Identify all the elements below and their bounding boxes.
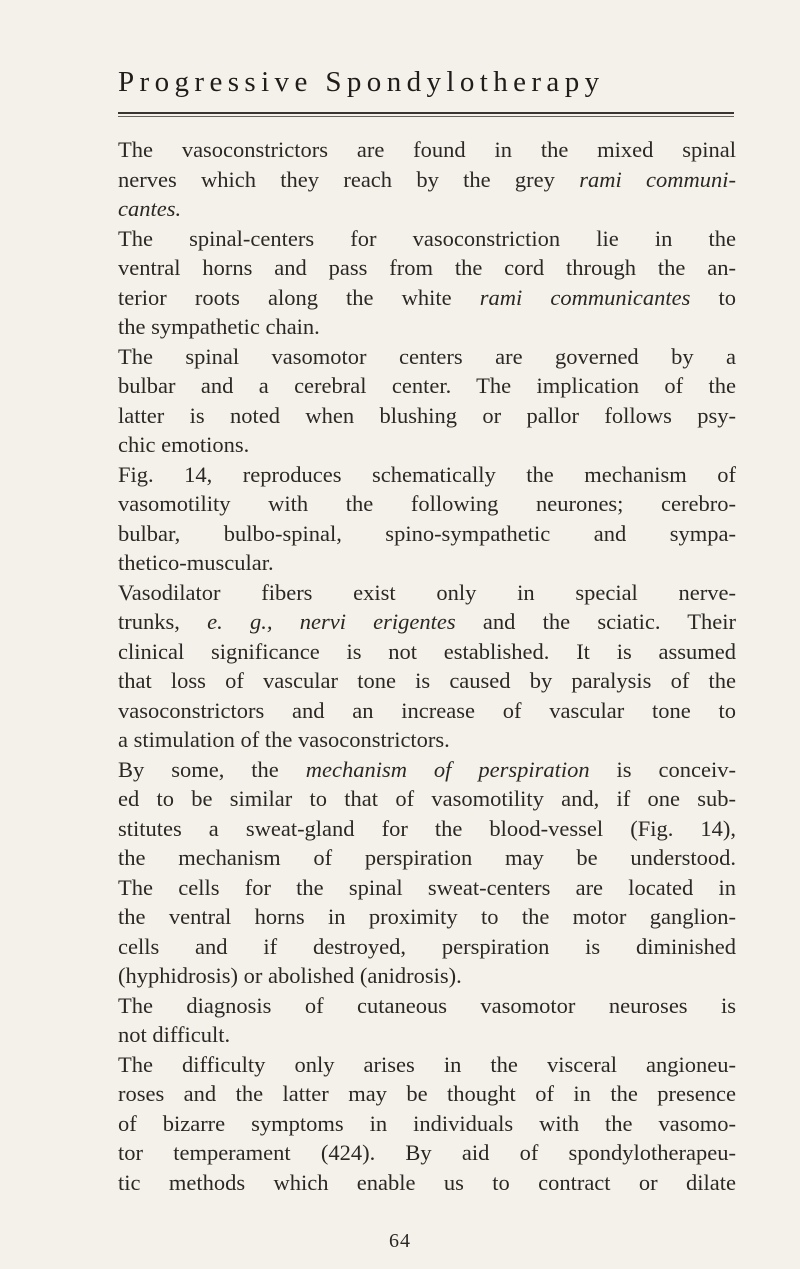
text-line: the sympathetic chain. bbox=[118, 314, 320, 339]
text-line: cantes. bbox=[118, 196, 182, 221]
text-line: stitutes a sweat-gland for the blood-vessel (Fig. 14), bbox=[118, 815, 736, 841]
text-line: The spinal-centers for vasoconstriction lie in the bbox=[118, 225, 736, 251]
text-line: The vasoconstrictors are found in the mixed spinal bbox=[118, 137, 736, 162]
text-line: terior roots along the white rami communicantes to bbox=[118, 284, 736, 310]
text-line: the ventral horns in proximity to the motor ganglion- bbox=[118, 904, 736, 929]
text-line: trunks, e. g., nervi erigentes and the sciatic. Their bbox=[118, 609, 736, 634]
text-line: bulbar and a cerebral center. The implication of the bbox=[118, 373, 736, 398]
page-number: 64 bbox=[389, 1230, 411, 1252]
text-line: cells and if destroyed, perspiration is diminished bbox=[118, 933, 736, 959]
text-line: of bizarre symptoms in individuals with the vasomo- bbox=[118, 1110, 736, 1136]
text-line: The cells for the spinal sweat-centers are located in bbox=[118, 874, 736, 900]
text-line: vasomotility with the following neurones; cerebro- bbox=[118, 491, 736, 516]
text-line: a stimulation of the vasoconstrictors. bbox=[118, 727, 450, 752]
header-rule bbox=[118, 112, 734, 114]
text-line: Fig. 14, reproduces schematically the mechanism of bbox=[118, 461, 736, 487]
text-line: tic methods which enable us to contract or dilate bbox=[118, 1169, 736, 1195]
text-line: The spinal vasomotor centers are governed by a bbox=[118, 343, 736, 369]
text-line: thetico-muscular. bbox=[118, 550, 274, 575]
running-header: Progressive Spondylotherapy bbox=[118, 66, 605, 98]
body-text bbox=[118, 135, 736, 1197]
text-line: vasoconstrictors and an increase of vascular tone to bbox=[118, 697, 736, 723]
text-line: tor temperament (424). By aid of spondylotherapeu- bbox=[118, 1140, 736, 1165]
text-line: that loss of vascular tone is caused by paralysis of the bbox=[118, 668, 736, 693]
text-line: (hyphidrosis) or abolished (anidrosis). bbox=[118, 963, 462, 988]
text-line: bulbar, bulbo-spinal, spino-sympathetic and sympa- bbox=[118, 520, 736, 546]
text-line: Vasodilator fibers exist only in special nerve- bbox=[118, 579, 736, 605]
text-line: The difficulty only arises in the visceral angioneu- bbox=[118, 1051, 736, 1077]
text-line: roses and the latter may be thought of in the presence bbox=[118, 1081, 736, 1106]
text-line: chic emotions. bbox=[118, 432, 250, 457]
header-rule-thin bbox=[118, 116, 734, 117]
text-line: ventral horns and pass from the cord through the an- bbox=[118, 255, 736, 280]
text-line: ed to be similar to that of vasomotility and, if one sub- bbox=[118, 786, 736, 811]
text-line: not difficult. bbox=[118, 1022, 231, 1047]
text-line: The diagnosis of cutaneous vasomotor neuroses is bbox=[118, 992, 736, 1018]
text-line: the mechanism of perspiration may be understood. bbox=[118, 845, 736, 870]
text-line: nerves which they reach by the grey rami communi- bbox=[118, 166, 737, 192]
text-line: latter is noted when blushing or pallor follows psy- bbox=[118, 402, 736, 428]
text-line: clinical significance is not established. It is assumed bbox=[118, 638, 736, 664]
text-line: By some, the mechanism of perspiration is conceiv- bbox=[118, 756, 736, 782]
